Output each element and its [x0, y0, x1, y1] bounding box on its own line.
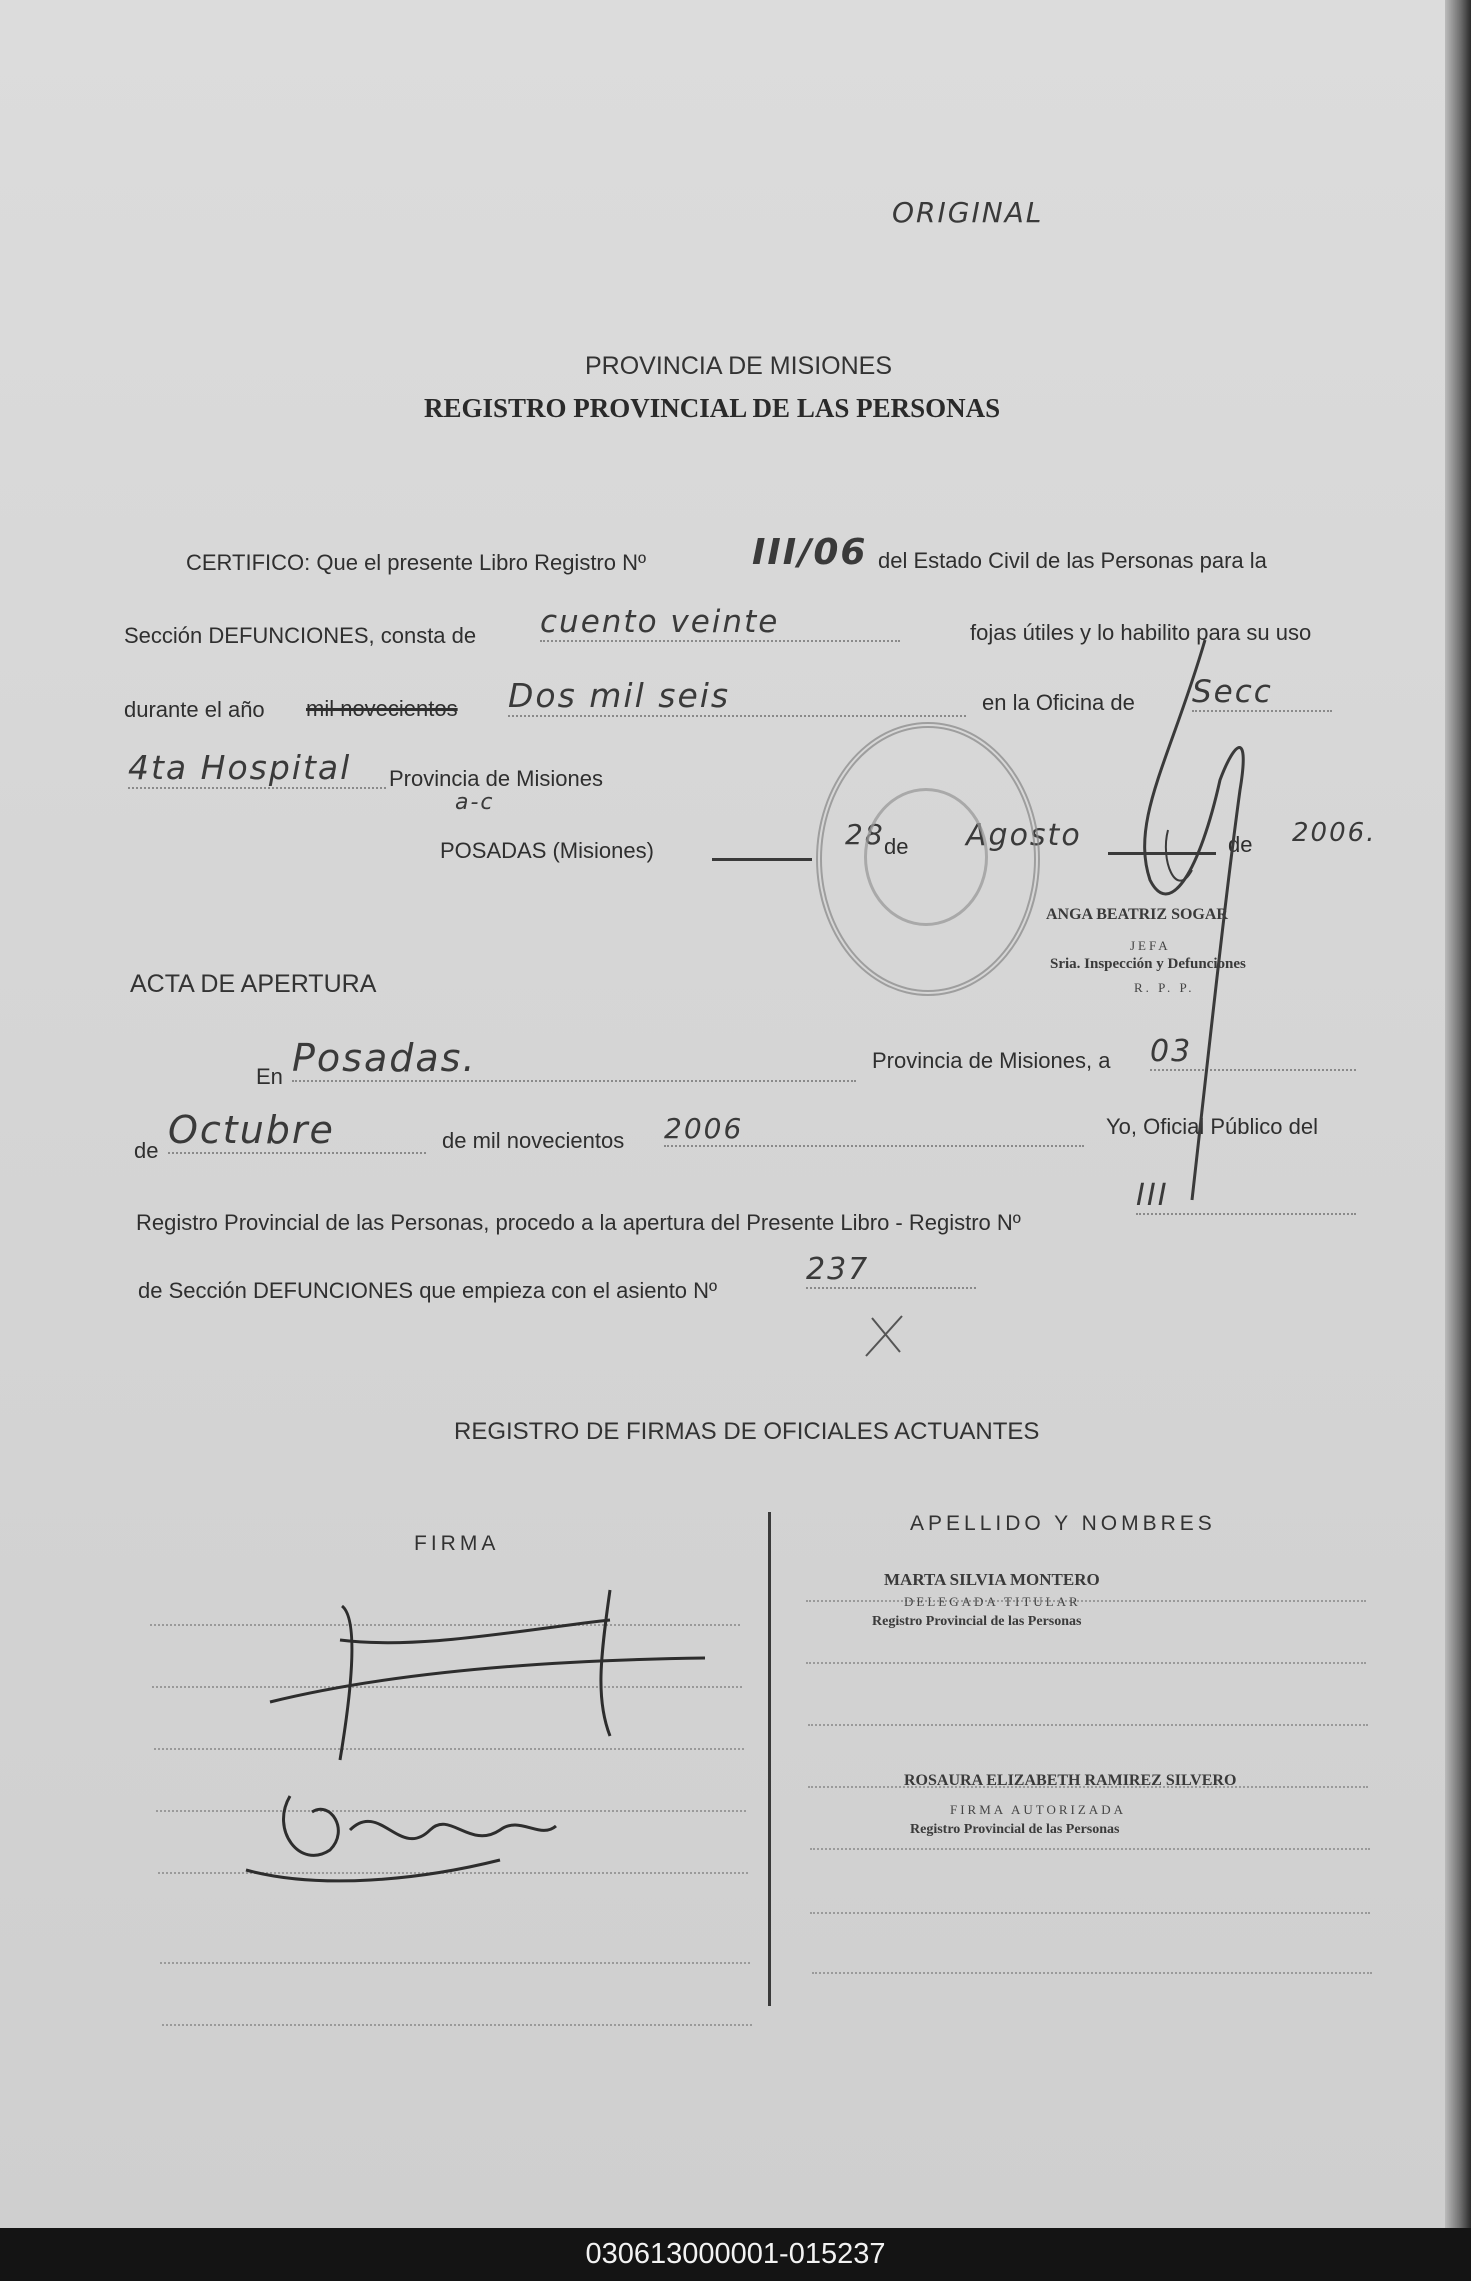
acta-line2-hand2: 2006 [664, 1112, 1084, 1147]
stamp-official-role: JEFA [1130, 938, 1171, 953]
cert-line4-post: Provincia de Misiones [389, 766, 603, 791]
acta-line1-hand2: 03 [1150, 1034, 1356, 1071]
stamp2-role: FIRMA AUTORIZADA [950, 1802, 1126, 1817]
x-mark [866, 1316, 902, 1356]
stamp-official-name: ANGA BEATRIZ SOGAR [1046, 906, 1228, 923]
stamp1-org: Registro Provincial de las Personas [872, 1614, 1082, 1629]
cert-line2-post: fojas útiles y lo habilito para su uso [970, 620, 1312, 645]
stamp1-role: DELEGADA TITULAR [904, 1594, 1081, 1609]
cert-line5-de2: de [1228, 832, 1253, 857]
stamp1-name: MARTA SILVIA MONTERO [884, 1570, 1100, 1589]
official-signature [1145, 640, 1244, 1200]
cert-line4-hand: 4ta Hospital [128, 748, 386, 789]
cert-line5-de1: de [884, 834, 909, 859]
province-heading: PROVINCIA DE MISIONES [585, 352, 893, 380]
cert-line5-year: 2006. [1292, 818, 1377, 848]
signatures-heading: REGISTRO DE FIRMAS DE OFICIALES ACTUANTES [454, 1418, 1040, 1445]
document-id-footer: 030613000001-015237 [0, 2228, 1471, 2281]
page-edge [1445, 0, 1471, 2228]
stamp-official-dept: Sria. Inspección y Defunciones [1050, 956, 1246, 972]
acta-line1-hand: Posadas. [292, 1036, 856, 1082]
cert-line5-pre: POSADAS (Misiones) [440, 838, 654, 863]
cert-line3-hand: Dos mil seis [508, 676, 966, 717]
cert-line2-hand: cuento veinte [540, 604, 900, 642]
cert-line3-pre: durante el año [124, 697, 265, 722]
acta-line1-post: Provincia de Misiones, a [872, 1048, 1111, 1073]
acta-line3-hand: III [1136, 1178, 1356, 1215]
acta-line2-pre: de [134, 1138, 159, 1163]
cert-line5-month: Agosto [966, 818, 1082, 853]
acta-line2-mid: de mil novecientos [442, 1128, 625, 1153]
cert-line5-day: 28 [845, 818, 885, 851]
acta-heading: ACTA DE APERTURA [130, 970, 377, 998]
acta-line4-hand: 237 [806, 1252, 976, 1289]
acta-line3-pre: Registro Provincial de las Personas, procedo a la apertura del Presente Libro - Registro Nº [136, 1210, 1021, 1235]
acta-line4-pre: de Sección DEFUNCIONES que empieza con el asiento Nº [138, 1278, 718, 1303]
acta-line1-pre: En [256, 1064, 283, 1089]
stamp2-org: Registro Provincial de las Personas [910, 1822, 1120, 1837]
col-firma-heading: FIRMA [414, 1532, 500, 1555]
cert-line4-hand2: a-c [455, 790, 495, 815]
stamp-official-code: R. P. P. [1134, 980, 1195, 995]
cert-line1-pre: CERTIFICO: Que el presente Libro Registro Nº [186, 550, 647, 575]
cert-line2-pre: Sección DEFUNCIONES, consta de [124, 623, 477, 648]
original-mark: ORIGINAL [892, 196, 1044, 229]
acta-line2-post: Yo, Oficial Público del [1106, 1114, 1318, 1139]
stamp2-name: ROSAURA ELIZABETH RAMIREZ SILVERO [904, 1772, 1237, 1789]
registry-heading: REGISTRO PROVINCIAL DE LAS PERSONAS [424, 393, 1001, 423]
signature-1 [270, 1590, 705, 1760]
cert-line3-post: en la Oficina de [982, 690, 1135, 715]
signature-2 [246, 1796, 556, 1881]
acta-line2-hand: Octubre [168, 1108, 426, 1154]
cert-line1-hand: III/06 [752, 532, 868, 573]
cert-line3-hand2: Secc [1192, 674, 1332, 712]
cert-line3-struck: mil novecientos [306, 696, 458, 721]
col-names-heading: APELLIDO Y NOMBRES [910, 1512, 1216, 1535]
cert-line1-post: del Estado Civil de las Personas para la [878, 548, 1267, 573]
